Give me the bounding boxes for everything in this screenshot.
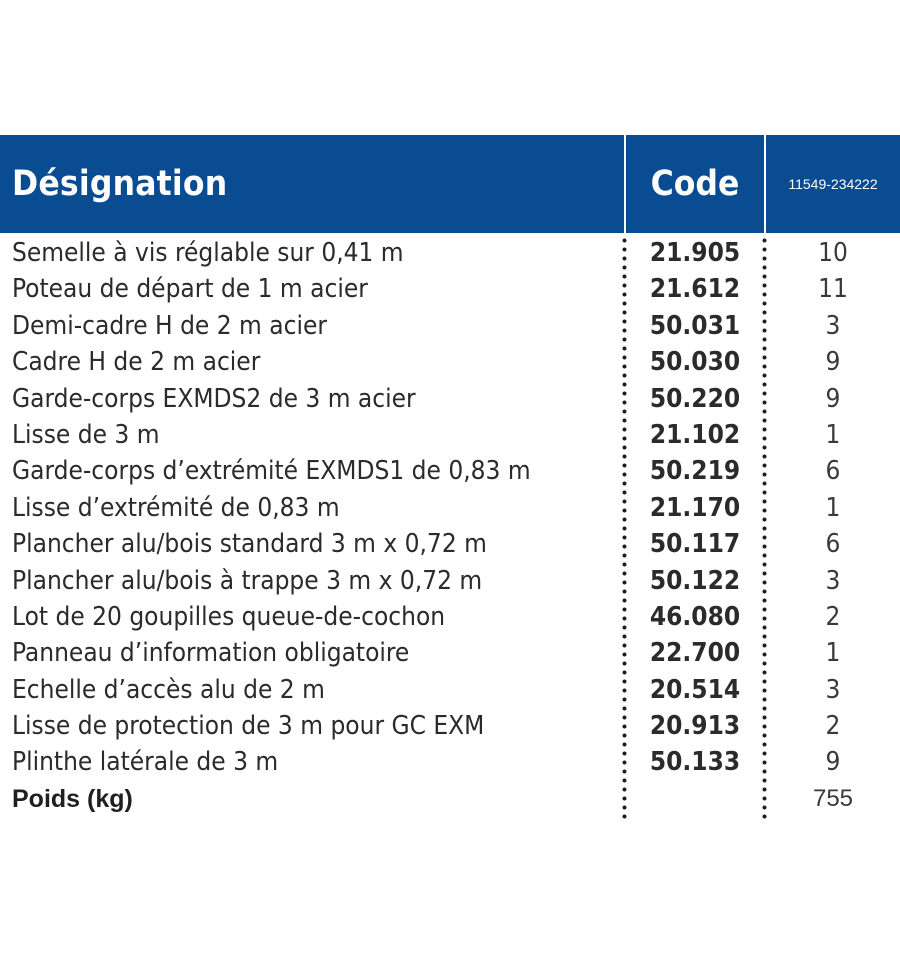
row-code: 50.220 xyxy=(649,383,741,414)
row-code: 20.514 xyxy=(649,674,741,705)
header-designation: Désignation xyxy=(12,164,228,204)
row-code: 50.117 xyxy=(649,529,741,560)
row-designation: Plancher alu/bois à trappe 3 m x 0,72 m xyxy=(12,565,483,596)
row-quantity: 9 xyxy=(825,747,841,778)
row-code: 21.170 xyxy=(649,492,741,523)
row-designation: Plancher alu/bois standard 3 m x 0,72 m xyxy=(12,529,487,560)
row-code: 50.030 xyxy=(649,347,741,378)
row-quantity: 2 xyxy=(825,601,841,632)
row-designation: Lot de 20 goupilles queue-de-cochon xyxy=(12,601,446,632)
table-row xyxy=(0,672,900,708)
row-designation: Cadre H de 2 m acier xyxy=(12,347,261,378)
row-quantity: 2 xyxy=(825,711,841,742)
row-designation: Lisse de protection de 3 m pour GC EXM xyxy=(12,711,485,742)
table-row xyxy=(0,635,900,671)
row-code: 20.913 xyxy=(649,711,741,742)
row-quantity: 1 xyxy=(825,492,841,523)
table-row xyxy=(0,453,900,489)
table-row xyxy=(0,417,900,453)
row-quantity: 1 xyxy=(825,638,841,669)
row-quantity: 6 xyxy=(825,456,841,487)
row-code: 21.905 xyxy=(649,238,741,268)
total-value: 755 xyxy=(812,784,854,812)
header-code: Code xyxy=(650,164,740,204)
row-code: 50.031 xyxy=(649,310,741,341)
total-row xyxy=(0,781,900,817)
row-code: 50.133 xyxy=(649,747,741,778)
table-row xyxy=(0,490,900,526)
row-designation: Poteau de départ de 1 m acier xyxy=(12,274,368,305)
table-body xyxy=(0,235,900,817)
row-code: 22.700 xyxy=(649,638,741,669)
table-row xyxy=(0,271,900,307)
row-code: 50.122 xyxy=(649,565,741,596)
row-designation: Plinthe latérale de 3 m xyxy=(12,747,279,778)
row-designation: Lisse d’extrémité de 0,83 m xyxy=(12,492,340,523)
table-row xyxy=(0,381,900,417)
total-label: Poids (kg) xyxy=(12,784,133,813)
row-code: 46.080 xyxy=(649,601,741,632)
table-row xyxy=(0,235,900,271)
table-row xyxy=(0,308,900,344)
row-designation: Panneau d’information obligatoire xyxy=(12,638,410,669)
row-designation: Garde-corps EXMDS2 de 3 m acier xyxy=(12,383,416,414)
row-quantity: 3 xyxy=(825,565,841,596)
row-quantity: 9 xyxy=(825,347,841,378)
row-quantity: 9 xyxy=(825,383,841,414)
table-header xyxy=(0,135,900,233)
row-designation: Garde-corps d’extrémité EXMDS1 de 0,83 m xyxy=(12,456,531,487)
row-code: 21.612 xyxy=(649,274,741,305)
row-quantity: 11 xyxy=(818,274,848,305)
row-code: 50.219 xyxy=(649,456,741,487)
table-row xyxy=(0,526,900,562)
row-quantity: 6 xyxy=(825,529,841,560)
row-designation: Echelle d’accès alu de 2 m xyxy=(12,674,325,705)
table-row xyxy=(0,563,900,599)
table-row xyxy=(0,708,900,744)
row-designation: Demi-cadre H de 2 m acier xyxy=(12,310,327,341)
row-quantity: 3 xyxy=(825,310,841,341)
row-quantity: 1 xyxy=(825,419,841,450)
row-designation: Lisse de 3 m xyxy=(12,419,160,450)
row-code: 21.102 xyxy=(649,419,741,450)
row-quantity: 10 xyxy=(818,238,848,268)
table-row xyxy=(0,344,900,380)
table-row xyxy=(0,599,900,635)
row-quantity: 3 xyxy=(825,674,841,705)
header-reference: 11549-234222 xyxy=(788,176,878,192)
table-row xyxy=(0,744,900,780)
row-designation: Semelle à vis réglable sur 0,41 m xyxy=(12,238,404,268)
